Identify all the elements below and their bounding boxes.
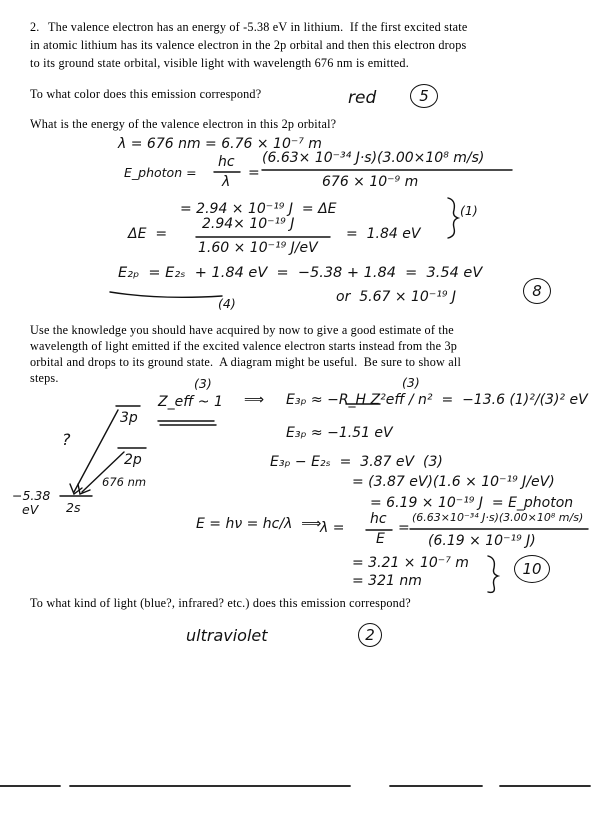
part-c-hc: hc: [370, 511, 387, 527]
part-c-e3p-value: E₃ₚ ≈ −1.51 eV: [286, 425, 393, 441]
brace-part-b: [448, 198, 458, 238]
part-c-prompt-line-3: orbital and drops to its ground state. A diagram might be useful. Be sure to show all: [30, 355, 462, 369]
part-c-wavelength-nm: = 321 nm: [352, 573, 422, 589]
question-number: 2.: [30, 20, 40, 34]
ground-energy-value: −5.38: [12, 488, 51, 503]
level-2p-label: 2p: [124, 452, 142, 468]
part-b-prompt: What is the energy of the valence electron in this 2p orbital?: [30, 117, 337, 131]
part-b-e2p-line: E₂ₚ = E₂ₛ + 1.84 eV = −5.38 + 1.84 = 3.54 eV: [118, 265, 483, 281]
part-b-wavelength: λ = 676 nm = 6.76 × 10⁻⁷ m: [118, 136, 322, 152]
arrowhead-3p: [70, 484, 82, 494]
part-d-answer: ultraviolet: [186, 626, 268, 645]
part-b-ephoton-label: E_photon =: [124, 165, 197, 180]
part-b-sub-score-1: (1): [460, 203, 478, 218]
part-c-equals: =: [398, 520, 410, 536]
part-c-photon-energy: = 6.19 × 10⁻¹⁹ J = E_photon: [370, 495, 574, 511]
part-c-wavelength-m: = 3.21 × 10⁻⁷ m: [352, 555, 469, 571]
part-c-prompt-line-1: Use the knowledge you should have acquired by now to give a good estimate of the: [30, 323, 454, 337]
part-c-planck-relation: E = hν = hc/λ ⟹: [196, 516, 322, 532]
ground-energy-unit: eV: [22, 502, 39, 517]
question-intro-line-2: in atomic lithium has its valence electron in the 2p orbital and then this electron drops: [30, 38, 467, 52]
diagram-question-mark: ?: [62, 430, 71, 449]
part-b-hc: hc: [218, 154, 235, 170]
part-c-e-denominator: E: [376, 531, 385, 547]
part-b-score: 8: [523, 278, 551, 304]
part-b-delta-e-ev: = 1.84 eV: [346, 226, 421, 242]
part-b-de-denominator: 1.60 × 10⁻¹⁹ J/eV: [198, 240, 318, 256]
part-c-zeff: Z_eff ~ 1: [158, 394, 223, 410]
part-c-prompt-line-4: steps.: [30, 371, 59, 385]
part-b-joules-answer: or 5.67 × 10⁻¹⁹ J: [336, 289, 457, 305]
part-b-equals: =: [248, 165, 260, 181]
part-c-joule-conversion: = (3.87 eV)(1.6 × 10⁻¹⁹ J/eV): [352, 474, 555, 490]
part-c-sub-score-e3p: (3): [402, 375, 420, 390]
part-b-delta-e-label: ΔE =: [128, 226, 168, 242]
part-b-numerator: (6.63× 10⁻³⁴ J·s)(3.00×10⁸ m/s): [262, 150, 485, 166]
part-c-e3p-formula: E₃ₚ ≈ −R_H Z²eff / n² = −13.6 (1)²/(3)² eV: [286, 392, 588, 408]
question-intro-line-1: The valence electron has an energy of -5.38 eV in lithium. If the first excited state: [48, 20, 468, 34]
arrowhead-2p: [78, 484, 90, 494]
part-b-sub-score-4: (4): [218, 296, 236, 311]
part-b-de-numerator: 2.94× 10⁻¹⁹ J: [202, 216, 295, 232]
part-c-implies-1: ⟹: [244, 392, 265, 408]
part-b-lambda: λ: [222, 174, 231, 190]
part-c-energy-difference: E₃ₚ − E₂ₛ = 3.87 eV (3): [270, 454, 443, 470]
part-d-prompt: To what kind of light (blue?, infrared? etc.) does this emission correspond?: [30, 596, 411, 610]
part-a-prompt: To what color does this emission correspond?: [30, 87, 262, 101]
level-2s-label: 2s: [66, 500, 81, 515]
known-wavelength-label: 676 nm: [102, 475, 147, 489]
e2p-underline: [110, 292, 222, 297]
question-intro-line-3: to its ground state orbital, visible light with wavelength 676 nm is emitted.: [30, 56, 409, 70]
part-a-answer: red: [348, 88, 377, 108]
part-b-denominator: 676 × 10⁻⁹ m: [322, 174, 419, 190]
part-c-score: 10: [514, 555, 550, 583]
level-3p-label: 3p: [120, 410, 138, 426]
part-c-numerator: (6.63×10⁻³⁴ J·s)(3.00×10⁸ m/s): [412, 511, 584, 524]
part-c-sub-score-zeff: (3): [194, 376, 212, 391]
part-c-prompt-line-2: wavelength of light emitted if the excited valence electron starts instead from the 3p: [30, 339, 458, 353]
part-d-score: 2: [358, 623, 382, 647]
part-c-denominator: (6.19 × 10⁻¹⁹ J): [428, 533, 536, 549]
part-b-energy-joules: = 2.94 × 10⁻¹⁹ J = ΔE: [180, 201, 337, 217]
brace-part-c: [488, 556, 498, 592]
part-c-lambda-label: λ =: [320, 520, 345, 536]
part-a-score: 5: [410, 84, 438, 108]
